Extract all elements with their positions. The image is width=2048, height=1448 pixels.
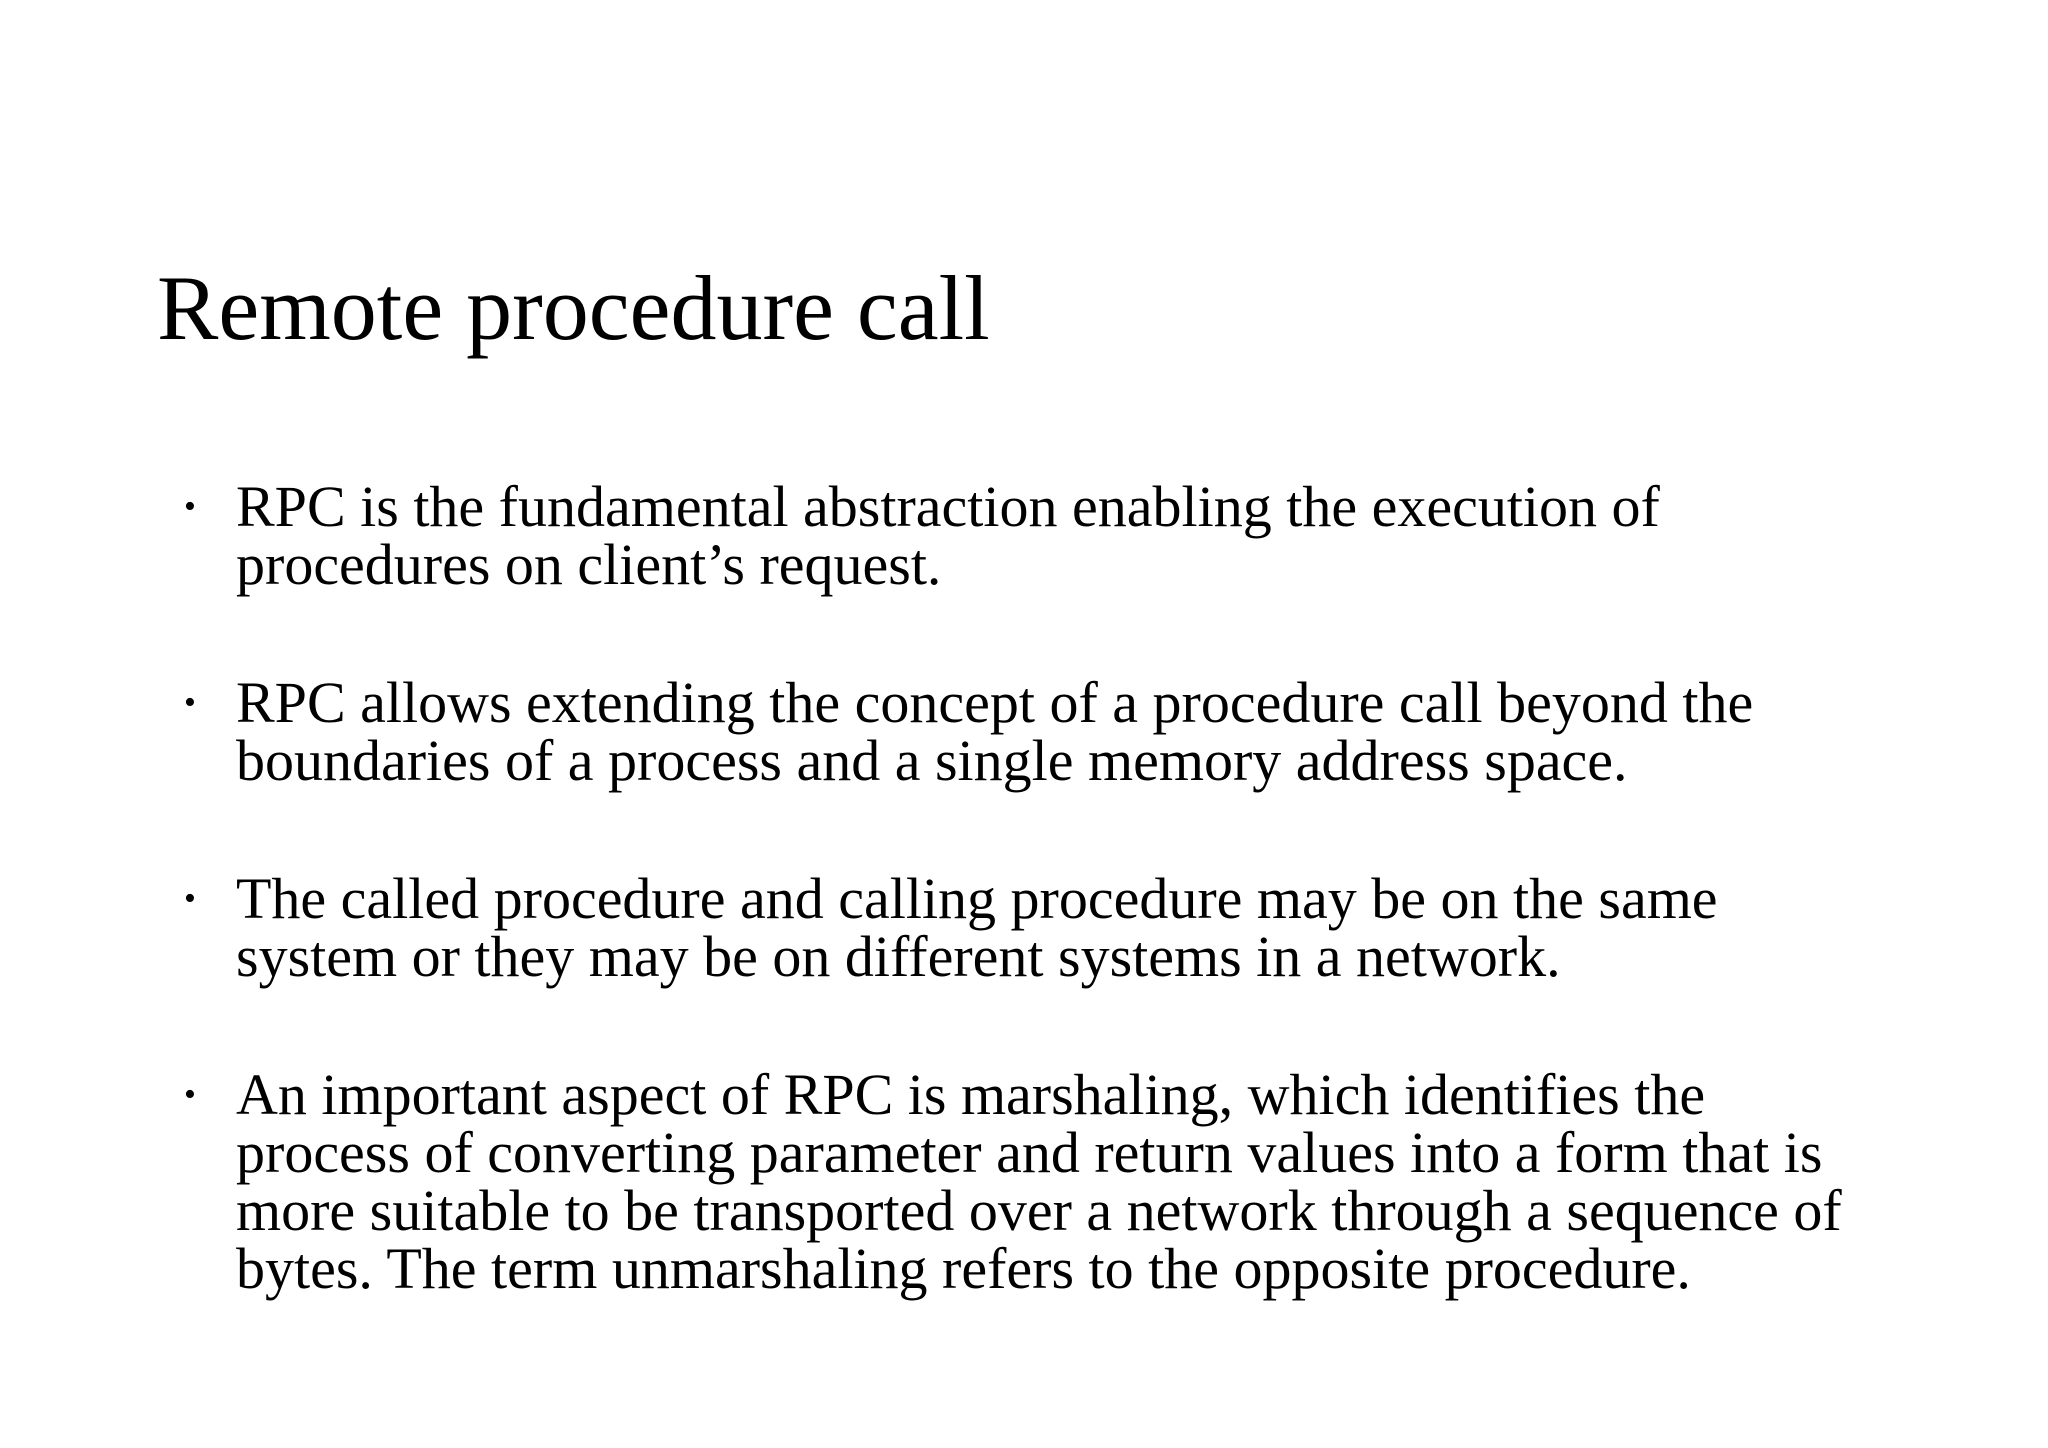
bullet-line: RPC is the fundamental abstraction enabling the execution of — [236, 474, 1660, 539]
bullet-line: bytes. The term unmarshaling refers to the opposite procedure. — [236, 1236, 1691, 1301]
bullet-list — [0, 474, 2048, 1301]
bullet-line: The called procedure and calling procedure may be on the same — [236, 866, 1718, 931]
bullet-item — [0, 670, 1956, 793]
bullet-dot-icon: • — [184, 880, 196, 917]
slide-title: Remote procedure call — [157, 257, 990, 359]
bullet-line: more suitable to be transported over a network through a sequence of — [236, 1178, 1842, 1243]
bullet-line: boundaries of a process and a single memory address space. — [236, 728, 1628, 793]
bullet-item — [0, 474, 1956, 597]
bullet-line: process of converting parameter and return values into a form that is — [236, 1120, 1823, 1185]
bullet-line: system or they may be on different systems in a network. — [236, 924, 1561, 989]
bullet-dot-icon: • — [184, 488, 196, 525]
bullet-item — [0, 1062, 1956, 1301]
bullet-item — [0, 866, 1956, 989]
bullet-line: An important aspect of RPC is marshaling, which identifies the — [236, 1062, 1706, 1127]
bullet-line: RPC allows extending the concept of a procedure call beyond the — [236, 670, 1754, 735]
bullet-dot-icon: • — [184, 684, 196, 721]
bullet-dot-icon: • — [184, 1076, 196, 1113]
bullet-line: procedures on client’s request. — [236, 532, 942, 597]
